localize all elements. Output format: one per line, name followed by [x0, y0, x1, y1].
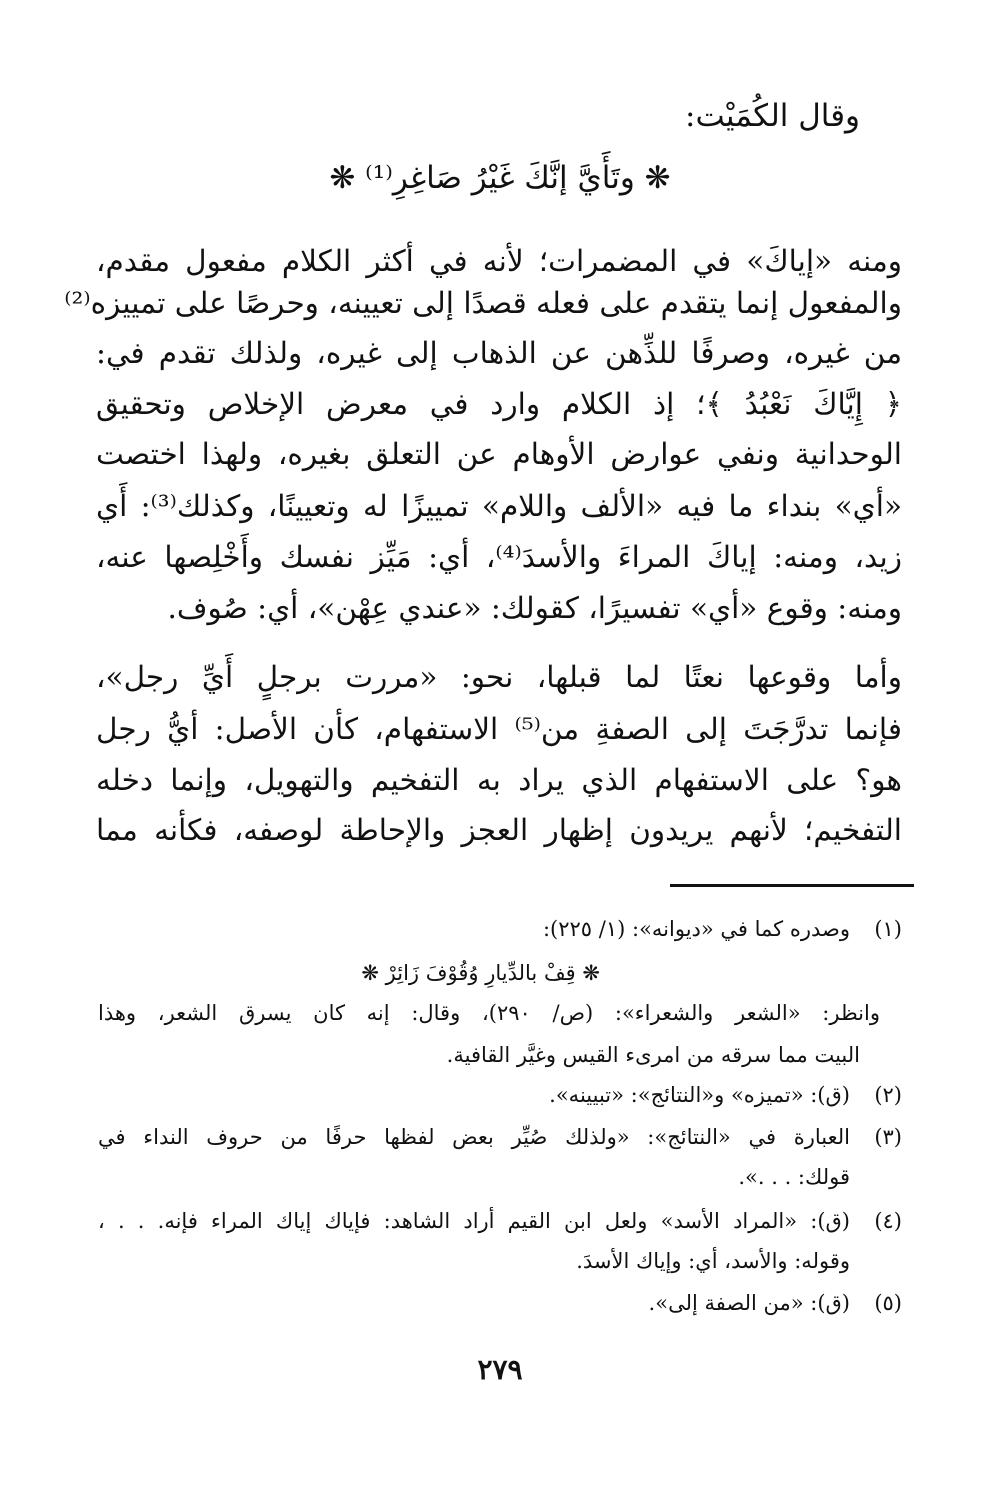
footnote-number: (٤): [874, 1209, 902, 1233]
footnote-number: (٣): [874, 1125, 902, 1149]
body-line: هو؟ على الاستفهام الذي يراد به التفخيم والتهويل، وإنما دخله: [96, 763, 902, 797]
footnote-text: وقوله: والأسد، أي: وإياك الأسدَ.: [576, 1249, 850, 1273]
body-line: «أي» بنداء ما فيه «الألف واللام» تمييزًا له وتعيينًا، وكذلك⁽³⁾: أَي: [96, 489, 902, 523]
body-line: فإنما تدرَّجَتَ إلى الصفةِ من⁽⁵⁾ الاستفهام، كأن الأصل: أيُّ رجل: [96, 712, 902, 746]
body-line: والمفعول إنما يتقدم على فعله قصدًا إلى تعيينه، وحرصًا على تمييزه⁽²⁾: [64, 286, 902, 320]
footnote-number: (٢): [874, 1083, 902, 1107]
footnote-verse: ❋ قِفْ بالدِّيارِ وُقُوْفَ زَائِرْ ❋: [361, 961, 600, 985]
body-line: من غيره، وصرفًا للذِّهن عن الذهاب إلى غيره، ولذلك تقدم في:: [96, 336, 902, 370]
body-line: ومنه «إياكَ» في المضمرات؛ لأنه في أكثر الكلام مفعول مقدم،: [96, 244, 902, 278]
body-line: زيد، ومنه: إياكَ المراءَ والأسدَ⁽⁴⁾، أي: مَيِّز نفسك وأَخْلِصها عنه،: [96, 540, 902, 574]
footnote-text: العبارة في «النتائج»: «ولذلك صُيِّر بعض لفظها حرفًا من حروف النداء في: [98, 1125, 850, 1149]
body-line: الوحدانية ونفي عوارض الأوهام عن التعلق بغيره، ولهذا اختصت: [96, 437, 902, 471]
footnote-text: وصدره كما في «ديوانه»: (١/ ٢٢٥):: [542, 917, 850, 941]
body-line: ومنه: وقوع «أي» تفسيرًا، كقولك: «عندي عِهْن»، أي: صُوف.: [167, 591, 902, 625]
page-number: ٢٧٩: [477, 1353, 523, 1386]
body-line: ﴿ إِيَّاكَ نَعْبُدُ ﴾؛ إذ الكلام وارد في معرض الإخلاص وتحقيق: [96, 387, 902, 421]
footnote-number: (١): [874, 917, 902, 941]
footnote-text: قولك: . . .».: [738, 1165, 850, 1189]
body-line: التفخيم؛ لأنهم يريدون إظهار العجز والإحاطة لوصفه، فكأنه مما: [96, 813, 902, 847]
intro-line: وقال الكُمَيْت:: [685, 98, 860, 134]
footnote-text: (ق): «تميزه» و«النتائج»: «تبيينه».: [549, 1083, 850, 1107]
footnote-separator: [670, 884, 914, 887]
footnote-text: (ق): «من الصفة إلى».: [648, 1291, 850, 1315]
footnote-number: (٥): [874, 1291, 902, 1315]
footnote-text: (ق): «المراد الأسد» ولعل ابن القيم أراد الشاهد: فإياك إياك المراء فإنه. . . ،: [98, 1209, 850, 1233]
poetry-verse: ❋ وتَأَيَّ إنَّكَ غَيْرُ صَاغِرِ⁽¹⁾ ❋: [329, 160, 671, 196]
footnote-text: وانظر: «الشعر والشعراء»: (ص/ ٢٩٠)، وقال: إنه كان يسرق الشعر، وهذا: [98, 1001, 881, 1025]
footnote-text: البيت مما سرقه من امرىء القيس وغيَّر القافية.: [446, 1043, 860, 1067]
body-line: وأما وقوعها نعتًا لما قبلها، نحو: «مررت برجلٍ أَيِّ رجل»،: [96, 660, 902, 694]
